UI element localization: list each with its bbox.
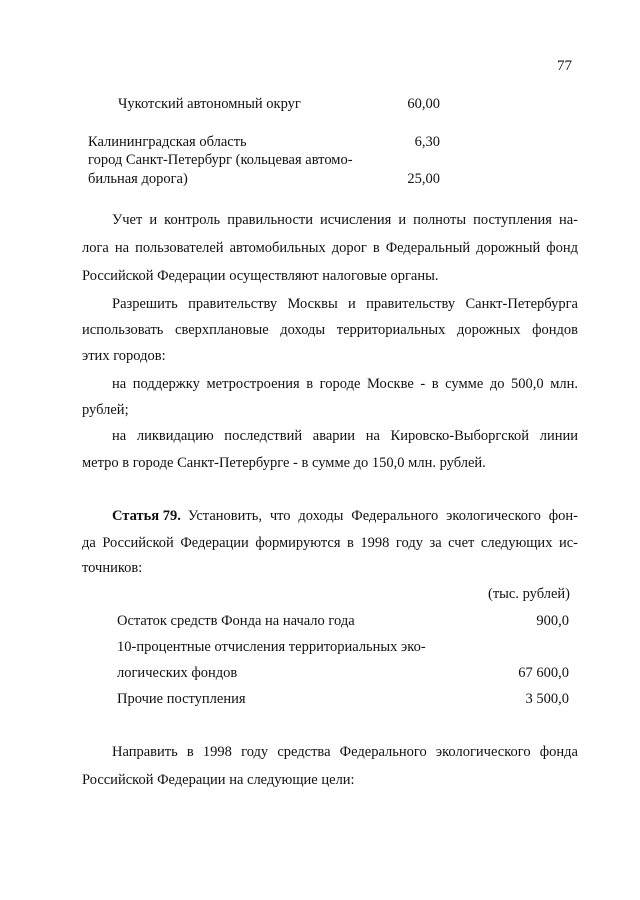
- article79-line: Установить, что доходы Федерального экологического фон-: [187, 508, 578, 524]
- fund-row: [117, 613, 569, 633]
- fund-row: [117, 691, 569, 711]
- permit-paragraph-line: Разрешить правительству Москвы и правительству Санкт-Петербурга: [112, 296, 578, 312]
- control-paragraph-line: Учет и контроль правильности исчисления и полноты поступления на-: [112, 212, 578, 228]
- page-number: 77: [557, 58, 572, 74]
- fund-row-label: Остаток средств Фонда на начало года: [117, 613, 355, 629]
- fund-row: [117, 665, 569, 685]
- metro-spb-line: метро в городе Санкт-Петербурге - в сумме до 150,0 млн. рублей.: [82, 455, 486, 471]
- fund-row: [117, 639, 569, 659]
- unit-label: (тыс. рублей): [488, 586, 570, 602]
- region-value: 6,30: [414, 134, 440, 150]
- region-name: город Санкт-Петербург (кольцевая автомо-: [88, 152, 353, 168]
- direct-paragraph-line: Направить в 1998 году средства Федерального экологического фонда: [112, 744, 578, 760]
- metro-moscow-line: рублей;: [82, 402, 129, 418]
- control-paragraph-line: Российской Федерации осуществляют налоговые органы.: [82, 268, 439, 284]
- article79-line: точников:: [82, 560, 143, 576]
- fund-row-value: 900,0: [536, 613, 569, 629]
- region-value: 25,00: [407, 171, 440, 187]
- metro-spb-line: на ликвидацию последствий аварии на Кировско-Выборгской линии: [112, 428, 578, 444]
- fund-row-value: 67 600,0: [518, 665, 569, 681]
- region-row-spb-line1: [0, 152, 640, 172]
- region-row-spb-line2: [0, 171, 640, 191]
- region-row-kaliningrad: [0, 134, 640, 154]
- fund-row-label: логических фондов: [117, 665, 238, 681]
- permit-paragraph-line: этих городов:: [82, 348, 166, 364]
- region-name: бильная дорога): [88, 171, 188, 187]
- permit-paragraph-line: использовать сверхплановые доходы территориальных дорожных фондов: [82, 322, 578, 338]
- metro-moscow-line: на поддержку метростроения в городе Москве - в сумме до 500,0 млн.: [112, 376, 578, 392]
- article-heading: Статья 79.: [112, 508, 181, 524]
- fund-row-label: 10-процентные отчисления территориальных эко-: [117, 639, 426, 655]
- region-name: Калининградская область: [88, 134, 247, 150]
- region-row-chukotka: [0, 96, 640, 116]
- region-name: Чукотский автономный округ: [118, 96, 301, 112]
- region-value: 60,00: [407, 96, 440, 112]
- article79-first-line: [112, 508, 578, 525]
- control-paragraph-line: лога на пользователей автомобильных дорог в Федеральный дорожный фонд: [82, 240, 578, 256]
- fund-row-label: Прочие поступления: [117, 691, 246, 707]
- article79-line: да Российской Федерации формируются в 1998 году за счет следующих ис-: [82, 535, 578, 551]
- direct-paragraph-line: Российской Федерации на следующие цели:: [82, 772, 355, 788]
- fund-row-value: 3 500,0: [525, 691, 569, 707]
